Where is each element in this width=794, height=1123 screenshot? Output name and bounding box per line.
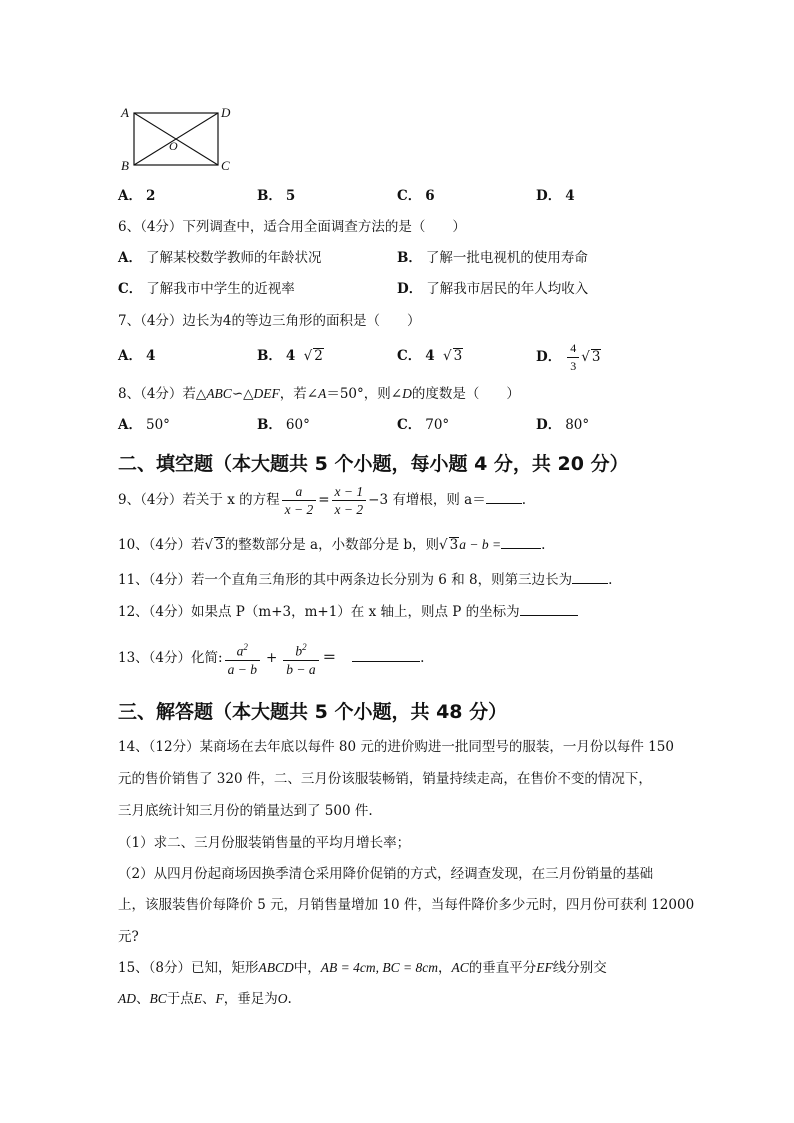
q5-option-c[interactable]: C． 6 bbox=[397, 188, 435, 204]
section-3-title: 三、解答题（本大题共 5 个小题，共 48 分） bbox=[118, 701, 508, 723]
q7-option-c[interactable]: C． 4 √ 3 bbox=[397, 348, 463, 364]
q15-line-2: AD、BC于点E、F，垂足为O. bbox=[118, 991, 292, 1007]
label-b: B bbox=[121, 158, 129, 173]
q15-line-1: 15、（8分）已知，矩形ABCD中，AB = 4cm, BC = 8cm，AC的垂直平分EF线分别交 bbox=[118, 960, 607, 976]
q6-option-c[interactable]: C． 了解我市中学生的近视率 bbox=[118, 281, 295, 297]
q5-option-b[interactable]: B． 5 bbox=[257, 188, 296, 204]
q6-stem: 6、（4分）下列调查中，适合用全面调查方法的是（ ） bbox=[118, 219, 466, 235]
q9-line: 9、（4分）若关于 x 的方程 $\frac{a}{x - 2}$ = $\frac{x - 1}{x - 2}$ −3 有增根，则 a＝ . bbox=[118, 484, 526, 517]
q12-line: 12、（4分）如果点 P（m+3，m+1）在 x 轴上，则点 P 的坐标为 bbox=[118, 603, 578, 621]
fraction: $\frac{a}{x - 2}$ bbox=[282, 483, 317, 518]
answer-blank[interactable] bbox=[352, 661, 420, 662]
q8-option-c[interactable]: C． 70° bbox=[397, 417, 450, 433]
rectangle-figure bbox=[118, 102, 238, 174]
q6-option-d[interactable]: D． 了解我市居民的年人均收入 bbox=[397, 281, 589, 297]
q6-option-a[interactable]: A． 了解某校数学教师的年龄状况 bbox=[118, 250, 322, 266]
q7-option-d[interactable]: D． $\frac{4}{3}$ √ 3 bbox=[536, 341, 601, 373]
answer-blank[interactable] bbox=[572, 583, 608, 584]
label-d: D bbox=[221, 105, 231, 120]
fraction: $\frac{a^2}{a - b}$ bbox=[225, 639, 260, 678]
q14-sub-1: （1）求二、三月份服装销售量的平均月增长率； bbox=[118, 835, 411, 851]
q8-stem: 8、（4分）若△ABC∽△DEF，若∠A＝50°，则∠D的度数是（ ） bbox=[118, 386, 520, 402]
label-o: O bbox=[169, 139, 178, 153]
answer-blank[interactable] bbox=[501, 548, 541, 549]
sqrt-icon: √ bbox=[442, 348, 452, 364]
q14-line-3: 三月底统计知三月份的销量达到了 500 件. bbox=[118, 803, 373, 819]
label-a: A bbox=[121, 105, 129, 120]
sqrt-icon: √ bbox=[303, 348, 313, 364]
sqrt-icon: √ bbox=[204, 537, 214, 553]
fraction: $\frac{b^2}{b - a}$ bbox=[283, 639, 318, 678]
q8-option-d[interactable]: D． 80° bbox=[536, 417, 590, 433]
answer-blank[interactable] bbox=[486, 503, 522, 504]
fraction: $\frac{x - 1}{x - 2}$ bbox=[332, 483, 367, 518]
q14-sub-2c: 元? bbox=[118, 929, 139, 945]
q7-stem: 7、（4分）边长为4的等边三角形的面积是（ ） bbox=[118, 313, 421, 329]
q7-option-a[interactable]: A． 4 bbox=[118, 348, 156, 364]
q11-line: 11、（4分）若一个直角三角形的其中两条边长分别为 6 和 8，则第三边长为 . bbox=[118, 572, 613, 588]
section-2-title: 二、填空题（本大题共 5 个小题，每小题 4 分，共 20 分） bbox=[118, 453, 629, 475]
q8-option-b[interactable]: B． 60° bbox=[257, 417, 310, 433]
q5-option-d[interactable]: D． 4 bbox=[536, 188, 575, 204]
q14-line-1: 14、（12分）某商场在去年底以每件 80 元的进价购进一批同型号的服装，一月份以每件 150 bbox=[118, 739, 674, 755]
q14-sub-2b: 上，该服装售价每降价 5 元，月销售量增加 10 件，当每件降价多少元时，四月份可获利 12000 bbox=[118, 897, 695, 913]
q7-option-b[interactable]: B． 4 √ 2 bbox=[257, 348, 323, 364]
q10-line: 10、（4分）若√ 3的整数部分是 a，小数部分是 b，则√ 3a − b = . bbox=[118, 537, 546, 553]
q8-option-a[interactable]: A． 50° bbox=[118, 417, 170, 433]
q6-option-b[interactable]: B． 了解一批电视机的使用寿命 bbox=[397, 250, 588, 266]
q13-line: 13、（4分）化简: $\frac{a^2}{a - b}$ + $\frac{b^2}{b - a}$ ＝ . bbox=[118, 639, 424, 678]
sqrt-icon: √ bbox=[581, 349, 590, 365]
q5-option-a[interactable]: A． 2 bbox=[118, 188, 156, 204]
q14-line-2: 元的售价销售了 320 件，二、三月份该服装畅销，销量持续走高，在售价不变的情况下， bbox=[118, 771, 652, 787]
q14-sub-2a: （2）从四月份起商场因换季清仓采用降价促销的方式，经调查发现，在三月份销量的基础 bbox=[118, 866, 654, 882]
rectangle-diagram bbox=[118, 102, 238, 174]
sqrt-icon: √ bbox=[439, 537, 448, 553]
answer-blank[interactable] bbox=[520, 615, 578, 616]
fraction: $\frac{4}{3}$ bbox=[567, 340, 579, 375]
label-c: C bbox=[221, 158, 230, 173]
